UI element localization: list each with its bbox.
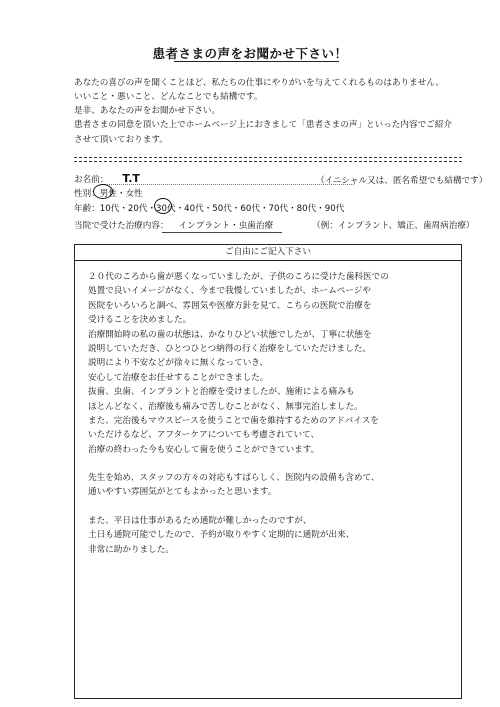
comment-line: いただけるなど、アフターケアについても考慮されていて、 [88,430,320,441]
section-divider [74,157,462,162]
comment-line: 通いやすい雰囲気がとてもよかったと思います。 [88,487,277,498]
treatment-example: （例：インプラント、矯正、歯周病治療） [312,221,475,231]
page-title: 患者さまの声をお聞かせ下さい！ [152,46,348,61]
name-label: お名前： [74,175,109,185]
comment-line: 抜歯、虫歯、インプラントと治療を受けましたが、施術による痛みも [88,387,355,398]
comment-line: ２０代のころから歯が悪くなっていましたが、子供のころに受けた歯科医での [88,272,389,282]
comment-line: 説明していただき、ひとつひとつ納得の行く治療をしていただけました。 [88,343,371,354]
treatment-underline [162,232,282,233]
intro-line-5: させて頂いております。 [74,135,168,145]
comment-line: また、完治後もマウスピースを使うことで歯を維持するためのアドバイスを [88,415,379,426]
name-value: T.T [122,172,140,185]
intro-line-3: 是非、あなたの声をお聞かせ下さい。 [74,106,221,116]
comment-line: 治療開始時の私の歯の状態は、かなりひどい状態でしたが、丁寧に状態を [88,329,372,340]
comment-line: 安心して治療をお任せすることができました。 [88,372,269,383]
comment-line: また、平日は仕事があるため通院が難しかったのですが、 [88,515,312,526]
gender-label: 性別： [74,189,100,199]
comment-line: 土日も通院可能でしたので、予約が取りやすく定期的に通院が出来、 [88,530,355,541]
comment-header: ご自由にご記入下さい [74,244,462,261]
intro-line-4: 患者さまの同意を頂いた上でホームページ上におきまして「患者さまの声」といった内容でご紹介 [74,120,452,130]
comment-line: 医院をいろいろと調べ、雰囲気や医療方針を見て、こちらの医院で治療を [88,300,372,311]
intro-line-2: いいこと・悪いこと、どんなことでも結構です。 [74,92,263,102]
age-selection-circle [154,198,172,214]
gender-selection-circle [93,184,113,199]
comment-line: 受けることを決めました。 [88,315,192,326]
title-underline [174,61,339,62]
comment-line: 治療の終わった今も安心して歯を使うことができています。 [88,444,320,455]
comment-line: 処置で良いイメージがなく、今まで我慢していましたが、ホームページや [88,286,371,297]
paragraph-gap [88,500,460,514]
treatment-value: インプラント・虫歯治療 [178,221,274,231]
comment-body [88,270,460,557]
treatment-row [74,219,273,231]
paragraph-gap [88,457,460,471]
comment-line: 非常に助かりました。 [88,544,174,555]
gender-options: 男性・女性 [99,189,143,199]
age-row [74,202,344,214]
comment-line: 説明により不安などが徐々に無くなっていき、 [88,358,269,369]
name-note: （イニシャル又は、匿名希望でも結構です） [316,176,488,186]
age-options: 10代・20代・30代・40代・50代・60代・70代・80代・90代 [99,204,345,214]
comment-line: 先生を始め、スタッフの方々の対応もすばらしく、医院内の設備も含めて、 [88,473,380,484]
age-label: 年齢： [74,204,100,214]
treatment-label: 当院で受けた治療内容： [74,221,169,231]
intro-line-1: あなたの喜びの声を聞くことほど、私たちの仕事にやりがいを与えてくれるものはありません。 [74,78,445,88]
comment-line: ほとんどなく、治療後も痛みで苦しむことがなく、無事完治しました。 [88,401,363,412]
